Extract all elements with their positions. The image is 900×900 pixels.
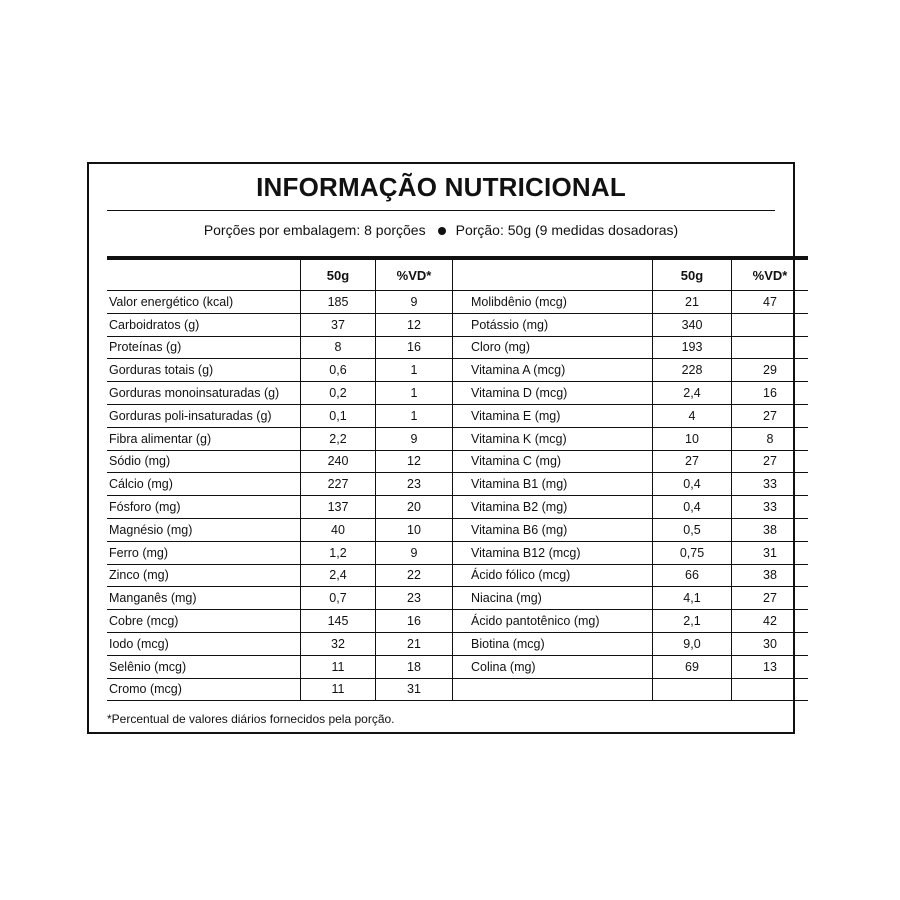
amount-50g: 2,1 [653,610,732,633]
nutrient-name: Zinco (mg) [107,564,301,587]
amount-50g: 27 [653,450,732,473]
amount-50g: 21 [653,291,732,314]
table-row [107,404,808,427]
table-row [107,587,808,610]
nutrient-name: Manganês (mg) [107,587,301,610]
nutrient-name: Vitamina B12 (mcg) [453,541,653,564]
daily-value: 16 [376,610,453,633]
table-row [107,541,808,564]
amount-50g: 40 [301,518,376,541]
amount-50g: 227 [301,473,376,496]
nutrient-name: Ácido fólico (mcg) [453,564,653,587]
daily-value: 10 [376,518,453,541]
table-row [107,382,808,405]
footnote: *Percentual de valores diários fornecidos pela porção. [107,712,395,726]
portion-info [89,222,793,238]
nutrient-name: Valor energético (kcal) [107,291,301,314]
daily-value: 27 [732,404,809,427]
amount-50g: 1,2 [301,541,376,564]
daily-value: 38 [732,518,809,541]
amount-50g: 0,5 [653,518,732,541]
amount-50g: 9,0 [653,632,732,655]
title-divider [107,210,775,211]
table-row [107,518,808,541]
table-row [107,655,808,678]
nutrient-name: Vitamina B2 (mg) [453,496,653,519]
daily-value: 12 [376,313,453,336]
daily-value: 29 [732,359,809,382]
daily-value: 23 [376,473,453,496]
amount-50g: 0,75 [653,541,732,564]
table-row [107,496,808,519]
page-title: INFORMAÇÃO NUTRICIONAL [256,172,626,202]
daily-value: 31 [732,541,809,564]
nutrient-name: Vitamina B6 (mg) [453,518,653,541]
amount-50g: 0,4 [653,473,732,496]
amount-50g: 0,4 [653,496,732,519]
nutrient-name: Vitamina A (mcg) [453,359,653,382]
daily-value: 23 [376,587,453,610]
daily-value: 33 [732,473,809,496]
amount-50g: 69 [653,655,732,678]
nutrient-name: Vitamina C (mg) [453,450,653,473]
daily-value: 27 [732,450,809,473]
table-row [107,450,808,473]
amount-50g: 11 [301,655,376,678]
daily-value: 12 [376,450,453,473]
nutrient-name: Ácido pantotênico (mg) [453,610,653,633]
nutrition-table [107,256,808,701]
table-row [107,678,808,701]
nutrient-name: Niacina (mg) [453,587,653,610]
serving-size: Porção: 50g (9 medidas dosadoras) [455,222,679,238]
daily-value: 9 [376,427,453,450]
nutrient-name: Cálcio (mg) [107,473,301,496]
amount-50g: 32 [301,632,376,655]
table-row [107,427,808,450]
amount-50g: 193 [653,336,732,359]
daily-value: 9 [376,541,453,564]
daily-value: 21 [376,632,453,655]
daily-value [732,336,809,359]
nutrient-name: Vitamina D (mcg) [453,382,653,405]
amount-50g: 0,1 [301,404,376,427]
amount-50g: 10 [653,427,732,450]
table-row [107,291,808,314]
amount-50g: 228 [653,359,732,382]
header-50g-right: 50g [653,258,732,291]
amount-50g: 8 [301,336,376,359]
table-row [107,336,808,359]
nutrient-name: Carboidratos (g) [107,313,301,336]
amount-50g: 137 [301,496,376,519]
nutrient-name: Gorduras poli-insaturadas (g) [107,404,301,427]
nutrient-name: Molibdênio (mcg) [453,291,653,314]
daily-value: 1 [376,382,453,405]
header-vd-left: %VD* [376,258,453,291]
nutrient-name: Fibra alimentar (g) [107,427,301,450]
nutrient-name: Biotina (mcg) [453,632,653,655]
amount-50g: 66 [653,564,732,587]
amount-50g: 185 [301,291,376,314]
amount-50g: 2,4 [653,382,732,405]
nutrient-name: Magnésio (mg) [107,518,301,541]
daily-value: 38 [732,564,809,587]
table-row [107,313,808,336]
nutrient-name: Fósforo (mg) [107,496,301,519]
amount-50g [653,678,732,701]
nutrient-name: Cloro (mg) [453,336,653,359]
daily-value: 42 [732,610,809,633]
table-row [107,610,808,633]
amount-50g: 2,4 [301,564,376,587]
amount-50g: 4,1 [653,587,732,610]
header-50g-left: 50g [301,258,376,291]
nutrient-name: Selênio (mcg) [107,655,301,678]
table-row [107,564,808,587]
daily-value [732,313,809,336]
amount-50g: 0,2 [301,382,376,405]
amount-50g: 37 [301,313,376,336]
amount-50g: 0,6 [301,359,376,382]
daily-value: 8 [732,427,809,450]
daily-value: 20 [376,496,453,519]
daily-value: 13 [732,655,809,678]
header-vd-right: %VD* [732,258,809,291]
table-row [107,359,808,382]
amount-50g: 4 [653,404,732,427]
daily-value: 1 [376,359,453,382]
nutrient-name: Gorduras totais (g) [107,359,301,382]
amount-50g: 240 [301,450,376,473]
amount-50g: 340 [653,313,732,336]
nutrient-name: Iodo (mcg) [107,632,301,655]
daily-value: 47 [732,291,809,314]
nutrient-name: Potássio (mg) [453,313,653,336]
daily-value: 27 [732,587,809,610]
daily-value: 18 [376,655,453,678]
nutrition-facts-panel [87,162,795,734]
daily-value: 9 [376,291,453,314]
amount-50g: 0,7 [301,587,376,610]
nutrient-name: Colina (mg) [453,655,653,678]
bullet-icon [438,227,446,235]
table-header-row [107,258,808,291]
nutrient-name: Sódio (mg) [107,450,301,473]
daily-value: 22 [376,564,453,587]
daily-value: 16 [376,336,453,359]
table-row [107,473,808,496]
daily-value: 1 [376,404,453,427]
nutrient-name: Gorduras monoinsaturadas (g) [107,382,301,405]
amount-50g: 2,2 [301,427,376,450]
nutrient-name [453,678,653,701]
nutrient-name: Vitamina B1 (mg) [453,473,653,496]
portions-per-package: Porções por embalagem: 8 porções [203,222,426,238]
daily-value: 33 [732,496,809,519]
nutrient-name: Ferro (mg) [107,541,301,564]
amount-50g: 145 [301,610,376,633]
amount-50g: 11 [301,678,376,701]
nutrient-name: Cromo (mcg) [107,678,301,701]
daily-value: 30 [732,632,809,655]
nutrient-name: Proteínas (g) [107,336,301,359]
nutrient-name: Vitamina E (mg) [453,404,653,427]
daily-value: 16 [732,382,809,405]
nutrient-name: Vitamina K (mcg) [453,427,653,450]
table-row [107,632,808,655]
daily-value: 31 [376,678,453,701]
daily-value [732,678,809,701]
header-blank-left [107,258,301,291]
header-blank-right [453,258,653,291]
nutrient-name: Cobre (mcg) [107,610,301,633]
